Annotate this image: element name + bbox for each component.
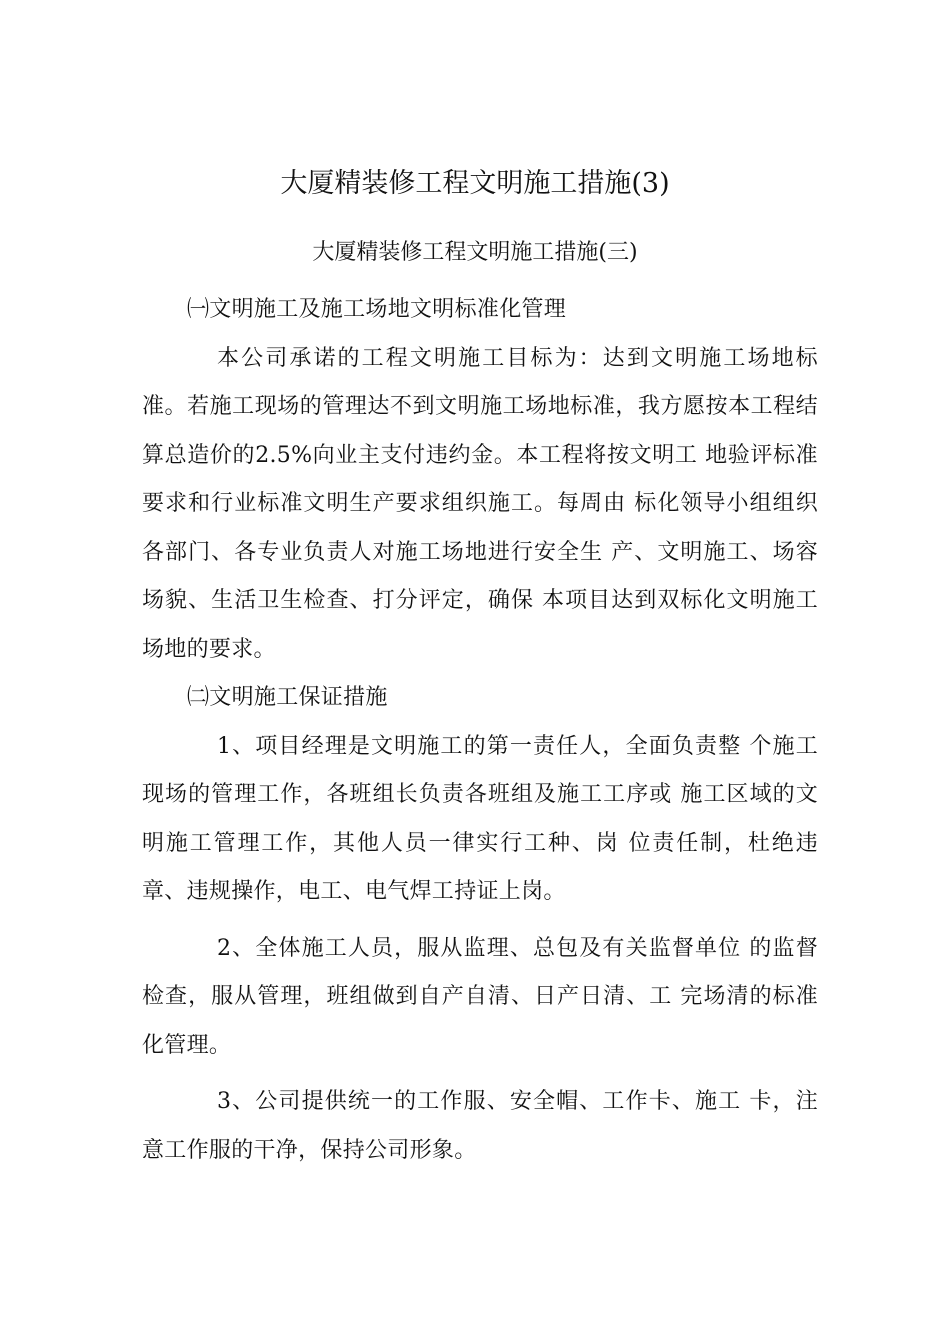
list-item-3: 3、公司提供统一的工作服、安全帽、工作卡、施工 卡，注意工作服的干净，保持公司形象。: [142, 1089, 818, 1163]
section-heading-2: ㈡文明施工保证措施: [187, 685, 388, 710]
section-paragraph-1: 本公司承诺的工程文明施工目标为：达到文明施工场地标准。若施工现场的管理达不到文明施工场地标准，我方愿按本工程结算总造价的2.5%向业主支付违约金。本工程将按文明工 地验评标准要求和行业标准文明生产要求组织施工。每周由 标化领导小组组织各部门、各专业负责人对施工场地进行安全生 产、文明施工、场容场貌、生活卫生检查、打分评定，确保 本项目达到双标化文明施工场地的要求。: [142, 345, 818, 662]
document-title: 大厦精装修工程文明施工措施(3): [280, 168, 670, 199]
list-item-2: 2、全体施工人员，服从监理、总包及有关监督单位 的监督检查，服从管理，班组做到自产自清、日产日清、工 完场清的标准化管理。: [142, 935, 818, 1058]
list-item-1: 1、项目经理是文明施工的第一责任人，全面负责整 个施工现场的管理工作，各班组长负责各班组及施工工序或 施工区域的文明施工管理工作，其他人员一律实行工种、岗 位责任制，杜绝违章、违规操作，电工、电气焊工持证上岗。: [142, 733, 818, 904]
section-heading-1: ㈠文明施工及施工场地文明标准化管理: [187, 297, 567, 322]
document-subtitle: 大厦精装修工程文明施工措施(三): [312, 240, 638, 265]
document-body: [142, 286, 818, 1175]
